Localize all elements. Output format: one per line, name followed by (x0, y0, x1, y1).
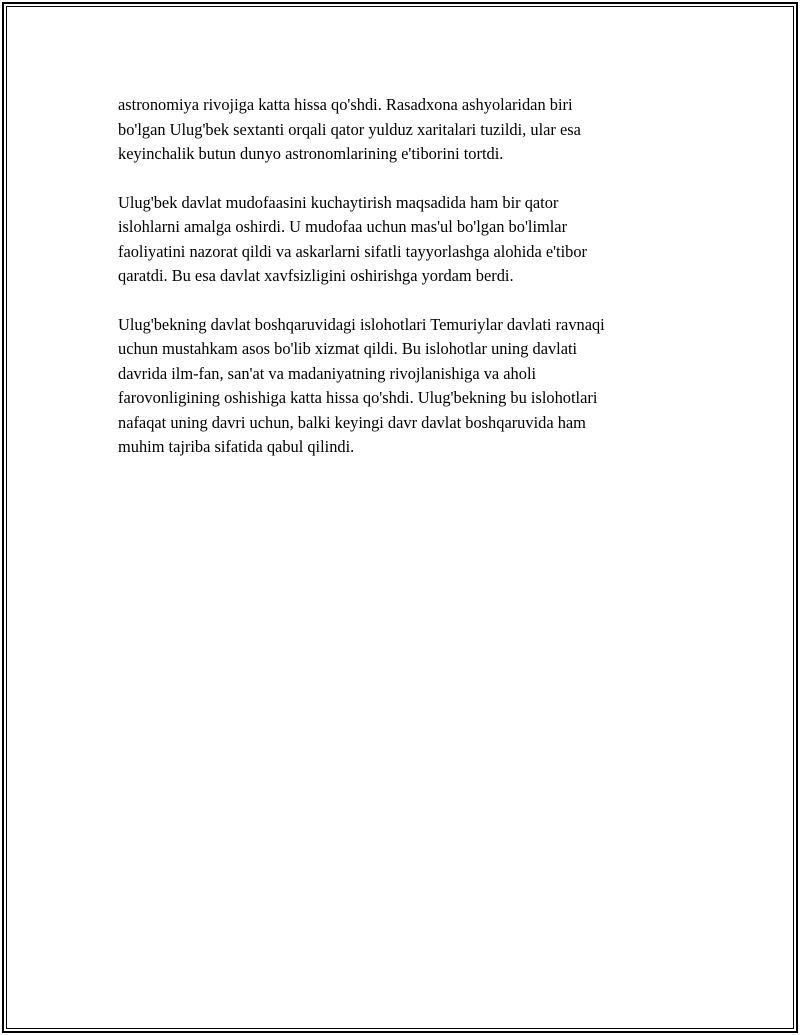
paragraph-reforms (118, 313, 678, 460)
text-line: davrida ilm-fan, san'at va madaniyatning rivojlanishiga va aholi (118, 363, 537, 383)
text-line: farovonligining oshishiga katta hissa qo'shdi. Ulug'bekning bu islohotlari (118, 388, 598, 407)
text-line: Ulug'bekning davlat boshqaruvidagi islohotlari Temuriylar davlati ravnaqi (118, 314, 605, 334)
paragraph-astronomy (118, 93, 678, 167)
text-line: Ulug'bek davlat mudofaasini kuchaytirish maqsadida ham bir qator (118, 192, 559, 212)
text-line: muhim tajriba sifatida qabul qilindi. (118, 437, 355, 456)
text-line: qaratdi. Bu esa davlat xavfsizligini oshirishga yordam berdi. (118, 266, 514, 285)
text-line: islohlarni amalga oshirdi. U mudofaa uchun mas'ul bo'lgan bo'limlar (118, 217, 568, 236)
text-line: keyinchalik butun dunyo astronomlarining e'tiborini tortdi. (118, 144, 504, 163)
text-line: faoliyatini nazorat qildi va askarlarni sifatli tayyorlashga alohida e'tibor (118, 241, 588, 261)
text-line: uchun mustahkam asos bo'lib xizmat qildi. Bu islohotlar uning davlati (118, 339, 578, 358)
page-body (118, 93, 678, 484)
text-line: bo'lgan Ulug'bek sextanti orqali qator yulduz xaritalari tuzildi, ular esa (118, 119, 581, 139)
paragraph-defense (118, 191, 678, 289)
text-line: nafaqat uning davri uchun, balki keyingi davr davlat boshqaruvida ham (118, 412, 586, 432)
text-line: astronomiya rivojiga katta hissa qo'shdi. Rasadxona ashyolaridan biri (118, 95, 573, 114)
